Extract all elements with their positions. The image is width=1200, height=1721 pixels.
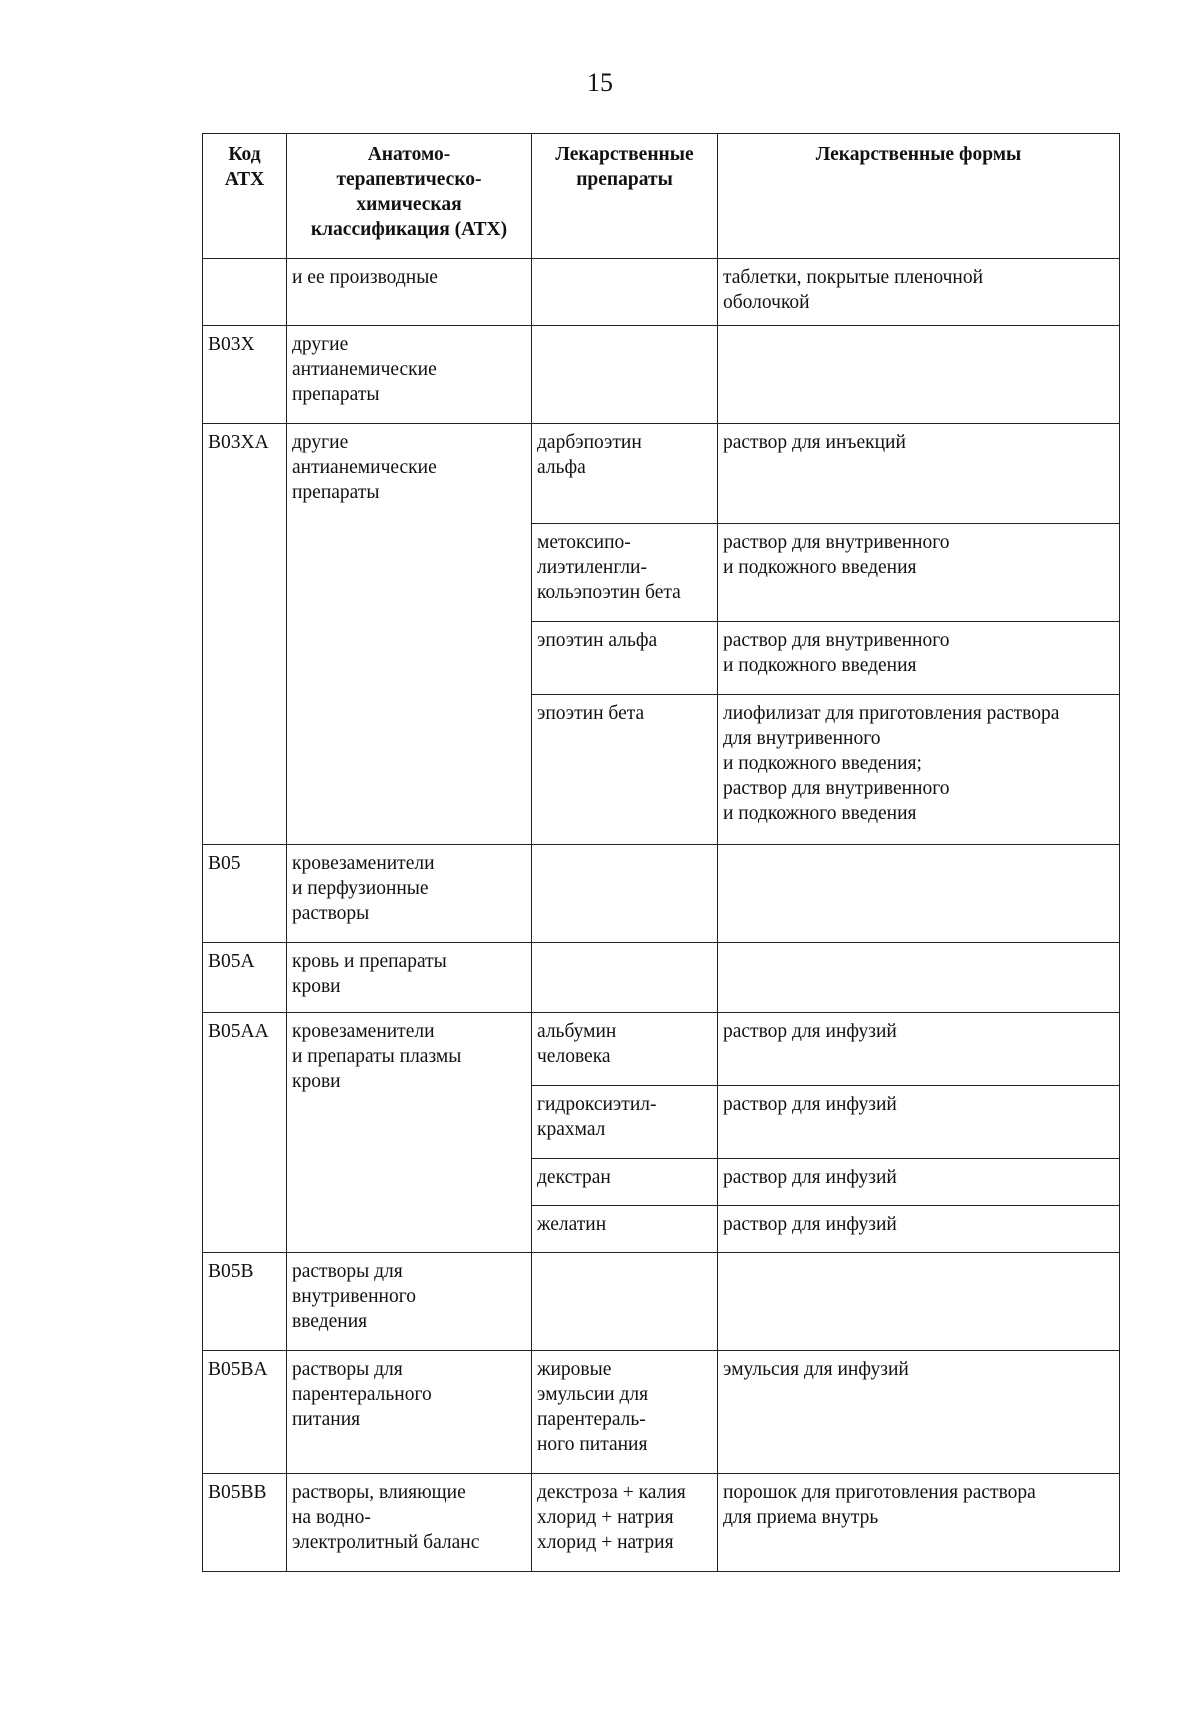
cell-drug: декстран [532,1159,718,1206]
cell-classification: растворы для внутривенного введения [287,1253,532,1351]
cell-form [718,943,1120,1013]
cell-code: B05BA [203,1351,287,1474]
cell-form: порошок для приготовления раствора для приема внутрь [718,1474,1120,1572]
cell-classification: другие антианемические препараты [287,424,532,845]
cell-form: эмульсия для инфузий [718,1351,1120,1474]
header-forms: Лекарственные формы [718,134,1120,259]
cell-form: раствор для инфузий [718,1159,1120,1206]
cell-drug [532,259,718,326]
table-row [203,845,1120,943]
cell-classification: кровь и препараты крови [287,943,532,1013]
table-row [203,326,1120,424]
cell-form: раствор для инфузий [718,1086,1120,1159]
cell-classification: кровезаменители и препараты плазмы крови [287,1013,532,1253]
header-classification: Анатомо- терапевтическо- химическая классификация (АТХ) [287,134,532,259]
cell-form: раствор для внутривенного и подкожного введения [718,524,1120,622]
cell-code: B03X [203,326,287,424]
cell-classification: другие антианемические препараты [287,326,532,424]
table-row [203,943,1120,1013]
table-row [203,1351,1120,1474]
cell-form [718,326,1120,424]
cell-code: B05BB [203,1474,287,1572]
cell-form: раствор для внутривенного и подкожного введения [718,622,1120,695]
cell-form: лиофилизат для приготовления раствора для внутривенного и подкожного введения; раствор для внутривенного и подкожного введения [718,695,1120,845]
cell-classification: растворы для парентерального питания [287,1351,532,1474]
table-header-row [203,134,1120,259]
cell-drug: жировые эмульсии для парентераль- ного питания [532,1351,718,1474]
cell-drug: декстроза + калия хлорид + натрия хлорид + натрия [532,1474,718,1572]
header-drugs: Лекарственные препараты [532,134,718,259]
cell-code: B05 [203,845,287,943]
cell-form: раствор для инъекций [718,424,1120,524]
cell-code: B05A [203,943,287,1013]
table-row [203,1013,1120,1086]
cell-drug: метоксипо- лиэтиленгли- кольэпоэтин бета [532,524,718,622]
cell-form [718,845,1120,943]
cell-classification: растворы, влияющие на водно- электролитный баланс [287,1474,532,1572]
cell-drug [532,943,718,1013]
cell-classification: кровезаменители и перфузионные растворы [287,845,532,943]
cell-drug: альбумин человека [532,1013,718,1086]
cell-classification: и ее производные [287,259,532,326]
table-row [203,424,1120,524]
table-row [203,1253,1120,1351]
cell-drug: гидроксиэтил- крахмал [532,1086,718,1159]
cell-drug: дарбэпоэтин альфа [532,424,718,524]
cell-drug [532,845,718,943]
cell-drug: эпоэтин бета [532,695,718,845]
page-number: 15 [587,68,613,97]
cell-form: раствор для инфузий [718,1206,1120,1253]
cell-code: B05AA [203,1013,287,1253]
cell-code: B05B [203,1253,287,1351]
cell-form: раствор для инфузий [718,1013,1120,1086]
cell-form: таблетки, покрытые пленочной оболочкой [718,259,1120,326]
cell-drug: желатин [532,1206,718,1253]
cell-drug: эпоэтин альфа [532,622,718,695]
atx-table [202,133,1120,1572]
header-code: Код АТХ [203,134,287,259]
cell-code [203,259,287,326]
cell-drug [532,326,718,424]
table-row [203,259,1120,326]
table-row [203,1474,1120,1572]
cell-form [718,1253,1120,1351]
cell-drug [532,1253,718,1351]
cell-code: B03XA [203,424,287,845]
